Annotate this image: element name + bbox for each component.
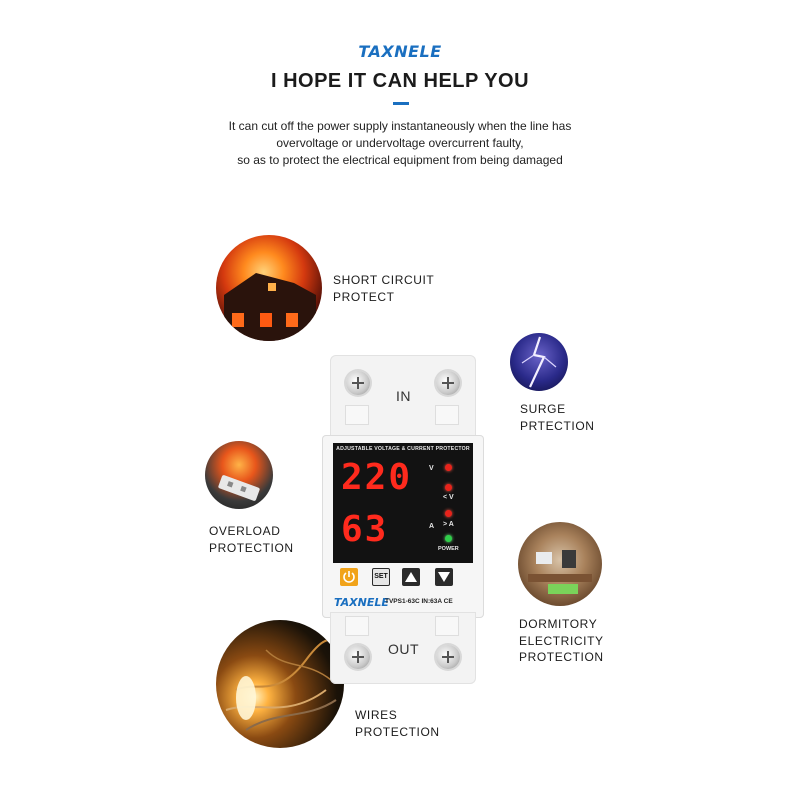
lightning-image (510, 333, 568, 391)
feature-label-dormitory (519, 616, 604, 666)
terminal-clip (435, 405, 459, 425)
burning-plug-image (205, 441, 273, 509)
terminal-clip (345, 616, 369, 636)
terminal-clip (435, 616, 459, 636)
power-led (445, 535, 452, 542)
description-line: so as to protect the electrical equipment from being damaged (237, 153, 563, 167)
input-label: IN (396, 388, 411, 404)
over-current-led (445, 510, 452, 517)
label-line: OVERLOAD (209, 524, 281, 538)
over-current-mark: > A (443, 521, 454, 528)
label-line: SHORT CIRCUIT (333, 273, 435, 287)
feature-label-wires (355, 707, 440, 740)
current-display: 63 (341, 509, 389, 550)
feature-label-overload (209, 523, 294, 556)
description (150, 118, 650, 169)
arrow-down-icon (435, 568, 453, 586)
wires-icon (216, 620, 344, 748)
label-line: ELECTRICITY (519, 633, 604, 648)
power-strip-icon (205, 441, 273, 509)
brand-logo-text: TAXNELE (358, 42, 442, 61)
feature-label-surge (520, 401, 595, 434)
dormitory-room-image (518, 522, 602, 606)
device-brand: TAXNELE (334, 596, 389, 609)
power-led-label: POWER (438, 546, 459, 552)
under-voltage-mark: < V (443, 494, 454, 501)
current-unit: A (429, 523, 435, 530)
under-voltage-led (445, 484, 452, 491)
terminal-screw-icon (436, 371, 460, 395)
power-icon (340, 568, 358, 586)
label-line: PROTECTION (355, 724, 440, 739)
voltage-unit: V (429, 465, 434, 472)
terminal-clip (345, 405, 369, 425)
label-line: PRTECTION (520, 418, 595, 433)
output-label: OUT (388, 641, 420, 657)
over-voltage-led (445, 464, 452, 471)
voltage-display: 220 (341, 457, 413, 498)
house-silhouette-icon (216, 235, 322, 341)
title-underline (393, 102, 409, 105)
label-line: PROTECTION (519, 650, 604, 664)
down-button[interactable] (435, 568, 453, 586)
burning-wires-image (216, 620, 344, 748)
terminal-screw-icon (436, 645, 460, 669)
label-line: SURGE (520, 402, 566, 416)
room-scene-icon (518, 522, 602, 606)
label-line: DORMITORY (519, 617, 598, 631)
terminal-screw-icon (346, 645, 370, 669)
terminal-screw-icon (346, 371, 370, 395)
feature-label-short-circuit (333, 272, 434, 305)
power-button[interactable] (340, 568, 358, 586)
panel-title: ADJUSTABLE VOLTAGE & CURRENT PROTECTOR (336, 446, 470, 452)
label-line: PROTECTION (209, 540, 294, 555)
label-line: WIRES (355, 708, 398, 722)
lightning-bolt-icon (510, 333, 568, 391)
description-line: overvoltage or undervoltage overcurrent faulty, (276, 136, 524, 150)
arrow-up-icon (402, 568, 420, 586)
device-model: TVPS1-63C IN:63A CE (385, 598, 453, 605)
burning-house-image (216, 235, 322, 341)
up-button[interactable] (402, 568, 420, 586)
display-panel (333, 443, 473, 563)
label-line: PROTECT (333, 289, 395, 304)
description-line: It can cut off the power supply instantaneously when the line has (228, 119, 572, 133)
set-button[interactable]: SET (372, 568, 390, 586)
page-title: I HOPE IT CAN HELP YOU (270, 70, 530, 92)
